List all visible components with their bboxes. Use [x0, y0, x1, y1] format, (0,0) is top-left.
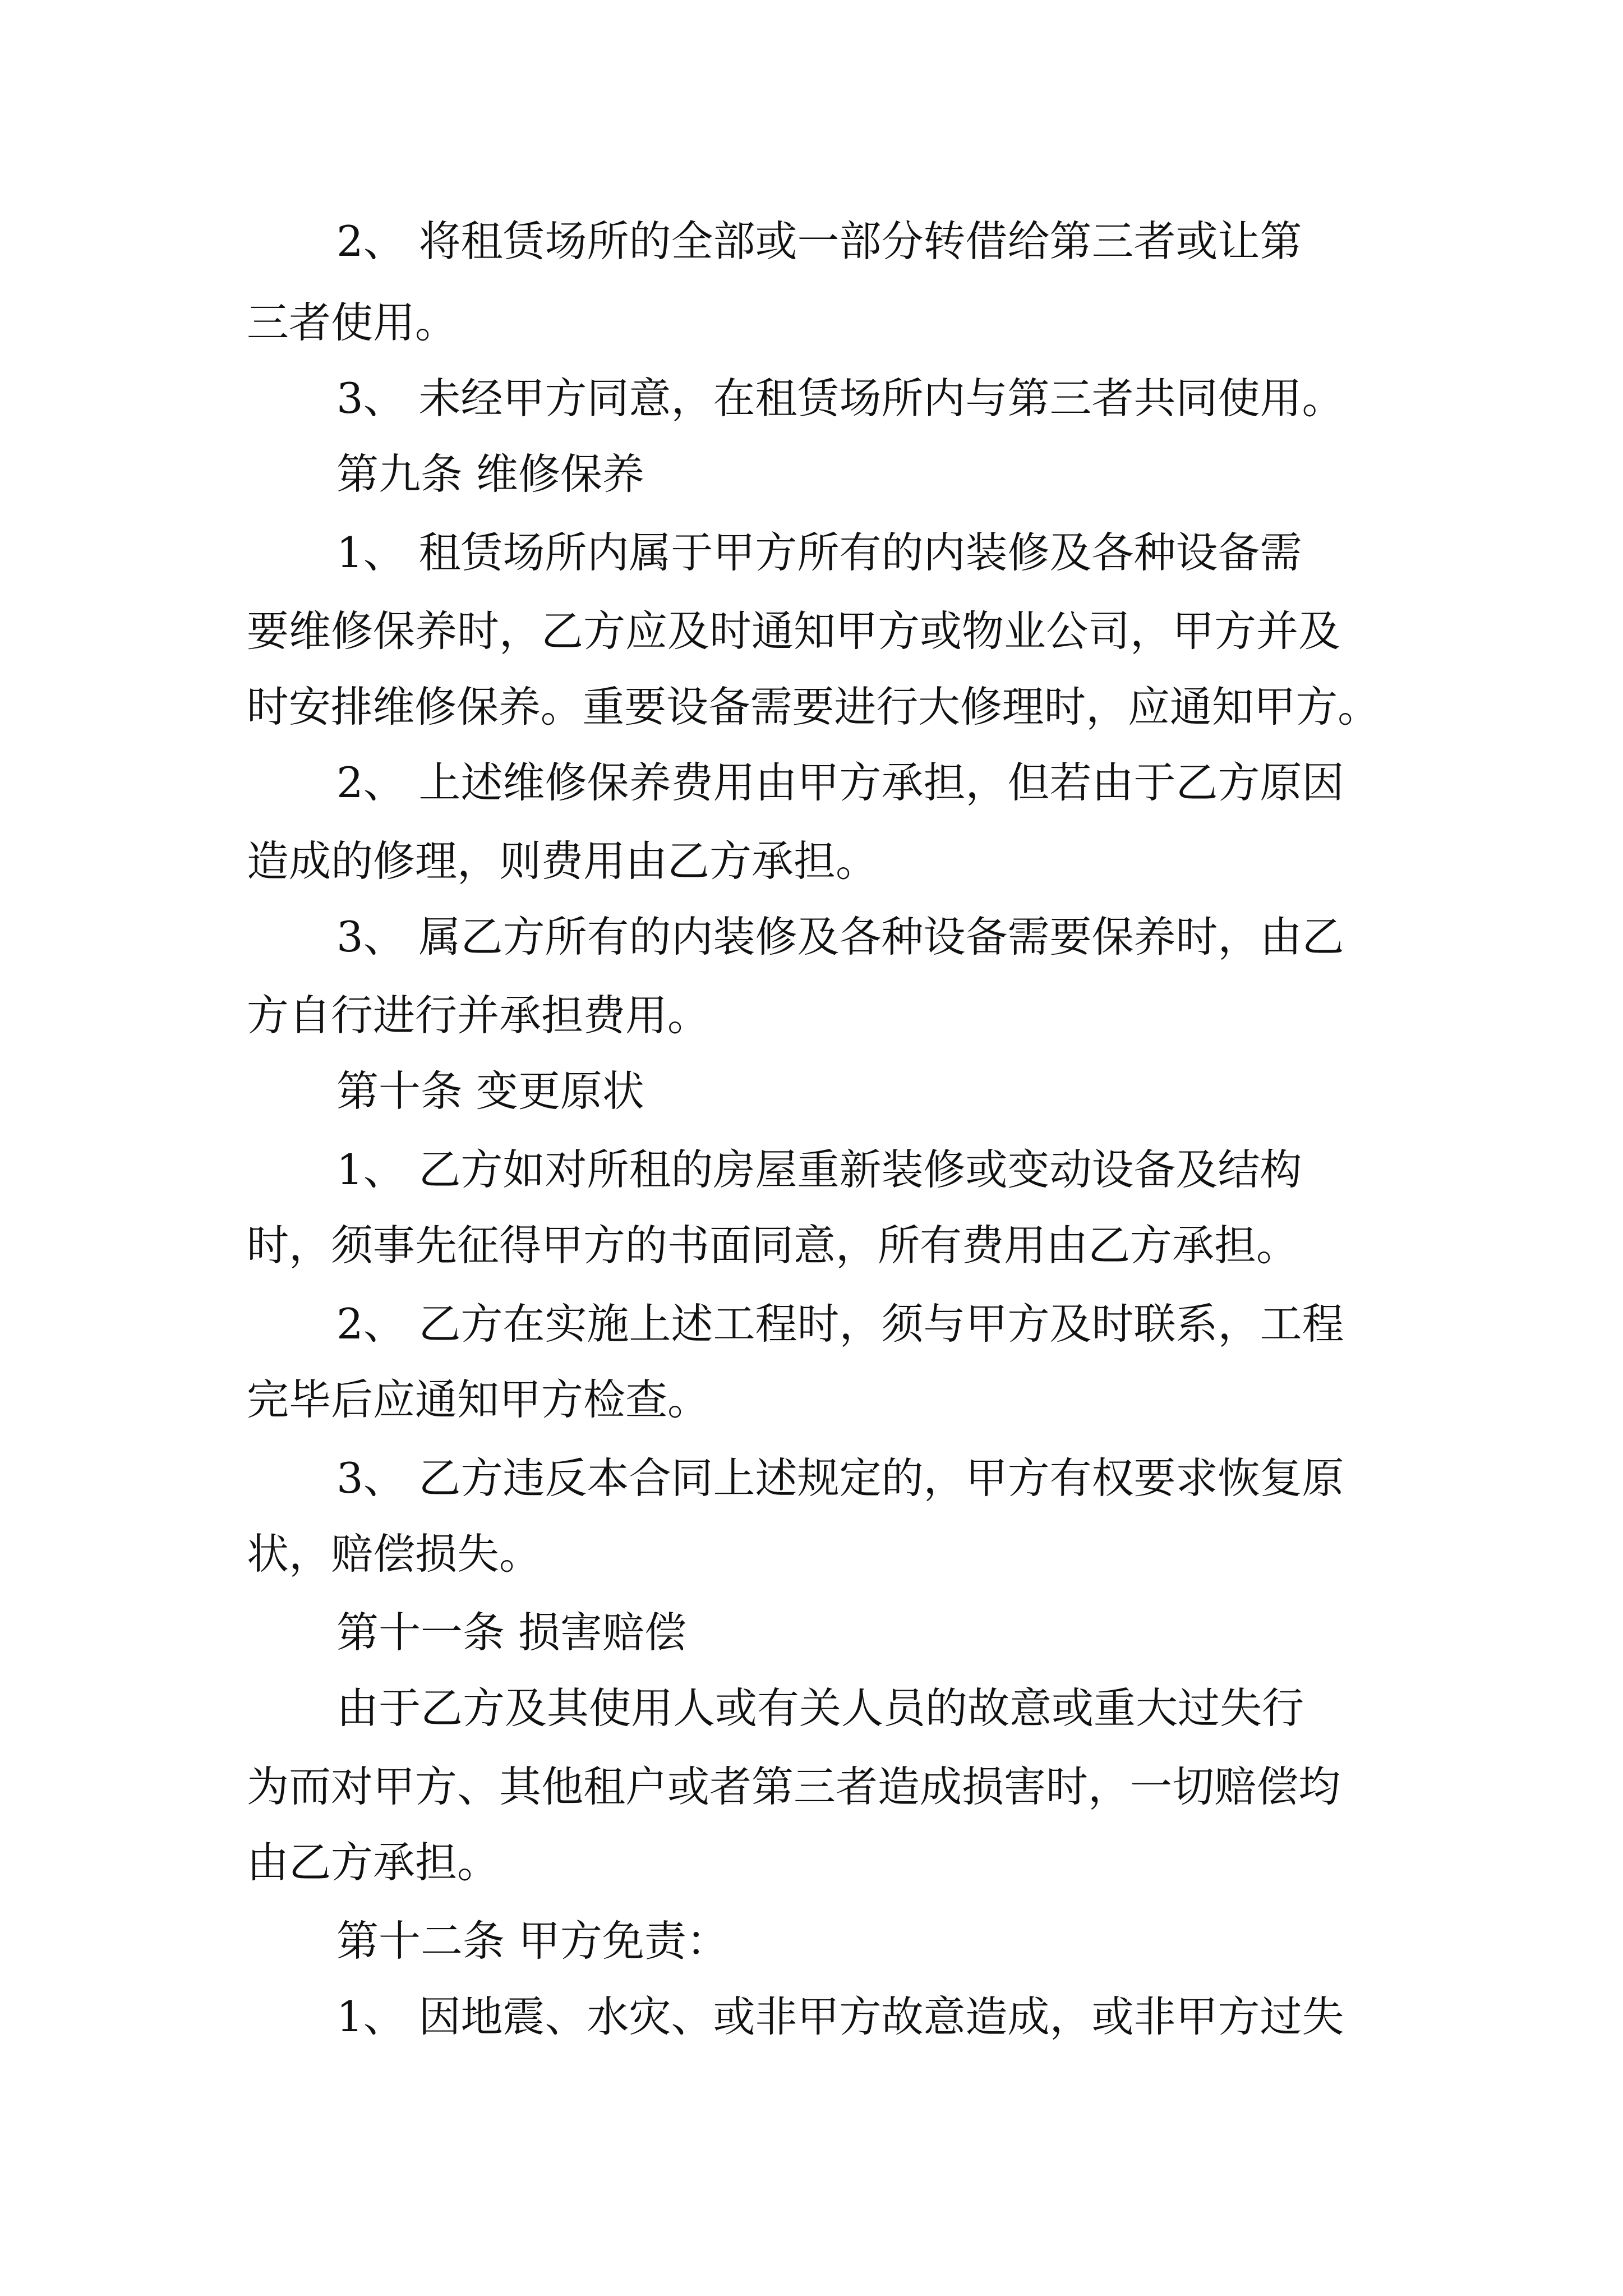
line-text: 1、 乙方如对所租的房屋重新装修或变动设备及结构 [336, 1145, 1302, 1194]
line-text: 由乙方承担。 [247, 1838, 500, 1887]
paragraph-line [0, 213, 1623, 269]
line-text: 3、 属乙方所有的内装修及各种设备需要保养时，由乙 [336, 912, 1344, 961]
section-heading [0, 1913, 1623, 1969]
line-text: 时，须事先征得甲方的书面同意，所有费用由乙方承担。 [247, 1221, 1299, 1270]
paragraph-line [0, 679, 1623, 735]
line-text: 1、 因地震、水灾、或非甲方故意造成，或非甲方过失 [336, 1992, 1344, 2041]
paragraph-line [0, 295, 1623, 351]
paragraph-line [0, 1372, 1623, 1428]
paragraph-line [0, 909, 1623, 965]
line-text: 由于乙方及其使用人或有关人员的故意或重大过失行 [336, 1683, 1304, 1733]
paragraph-line [0, 1989, 1623, 2045]
paragraph-line [0, 1217, 1623, 1273]
paragraph-line [0, 754, 1623, 811]
heading-text: 第九条 维修保养 [336, 449, 644, 499]
paragraph-line [0, 370, 1623, 426]
section-heading [0, 446, 1623, 502]
paragraph-line [0, 524, 1623, 581]
line-text: 方自行进行并承担费用。 [247, 991, 710, 1040]
heading-text: 第十一条 损害赔偿 [336, 1608, 686, 1657]
paragraph-line [0, 603, 1623, 659]
line-text: 1、 租赁场所内属于甲方所有的内装修及各种设备需 [336, 528, 1302, 577]
line-text: 时安排维修保养。重要设备需要进行大修理时，应通知甲方。 [247, 682, 1380, 731]
paragraph-line [0, 1759, 1623, 1815]
line-text: 要维修保养时，乙方应及时通知甲方或物业公司，甲方并及 [247, 606, 1341, 656]
heading-text: 第十二条 甲方免责： [336, 1916, 728, 1966]
section-heading [0, 1063, 1623, 1119]
paragraph-line [0, 1296, 1623, 1352]
paragraph-line [0, 1680, 1623, 1736]
line-text: 状，赔偿损失。 [247, 1529, 542, 1579]
paragraph-line [0, 1142, 1623, 1198]
line-text: 2、 上述维修保养费用由甲方承担，但若由于乙方原因 [336, 758, 1344, 807]
line-text: 完毕后应通知甲方检查。 [247, 1375, 710, 1424]
line-text: 造成的修理，则费用由乙方承担。 [247, 836, 878, 886]
paragraph-line [0, 833, 1623, 889]
paragraph-line [0, 1526, 1623, 1582]
section-heading [0, 1604, 1623, 1660]
line-text: 3、 未经甲方同意，在租赁场所内与第三者共同使用。 [336, 374, 1344, 423]
paragraph-line [0, 1834, 1623, 1890]
paragraph-line [0, 987, 1623, 1043]
paragraph-line [0, 1450, 1623, 1506]
line-text: 三者使用。 [247, 298, 458, 347]
line-text: 2、 将租赁场所的全部或一部分转借给第三者或让第 [336, 217, 1302, 266]
line-text: 2、 乙方在实施上述工程时，须与甲方及时联系，工程 [336, 1299, 1344, 1349]
line-text: 为而对甲方、其他租户或者第三者造成损害时，一切赔偿均 [247, 1762, 1341, 1811]
heading-text: 第十条 变更原状 [336, 1066, 644, 1116]
line-text: 3、 乙方违反本合同上述规定的，甲方有权要求恢复原 [336, 1453, 1344, 1503]
